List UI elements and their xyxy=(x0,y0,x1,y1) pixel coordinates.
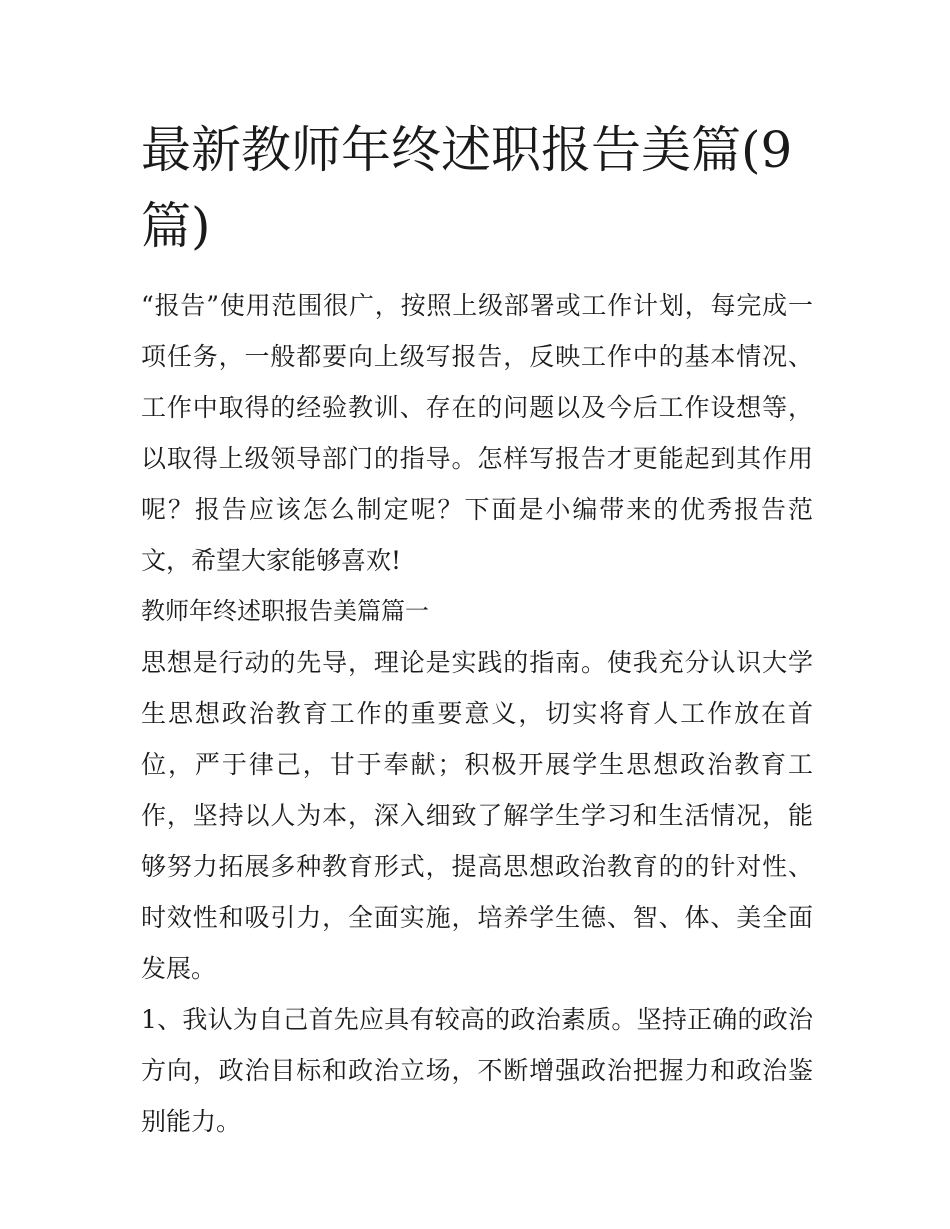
document-title: 最新教师年终述职报告美篇(9篇) xyxy=(141,121,793,255)
intro-paragraph: “报告”使用范围很广，按照上级部署或工作计划，每完成一项任务，一般都要向上级写报告，反映工作中的基本情况、工作中取得的经验教训、存在的问题以及今后工作设想等，以取得上级领导部门的指导。怎样写报告才更能起到其作用呢？报告应该怎么制定呢？下面是小编带来的优秀报告范文，希望大家能够喜欢! xyxy=(141,291,813,575)
numbered-paragraph: 1、我认为自己首先应具有较高的政治素质。坚持正确的政治方向，政治目标和政治立场，不断增强政治把握力和政治鉴别能力。 xyxy=(141,1005,813,1136)
document-page xyxy=(141,112,813,1147)
body-paragraph: 思想是行动的先导，理论是实践的指南。使我充分认识大学生思想政治教育工作的重要意义，切实将育人工作放在首位，严于律己，甘于奉献；积极开展学生思想政治教育工作，坚持以人为本，深入细致了解学生学习和生活情况，能够努力拓展多种教育形式，提高思想政治教育的的针对性、时效性和吸引力，全面实施，培养学生德、智、体、美全面发展。 xyxy=(141,648,813,983)
section-heading: 教师年终述职报告美篇篇一 xyxy=(141,597,429,625)
